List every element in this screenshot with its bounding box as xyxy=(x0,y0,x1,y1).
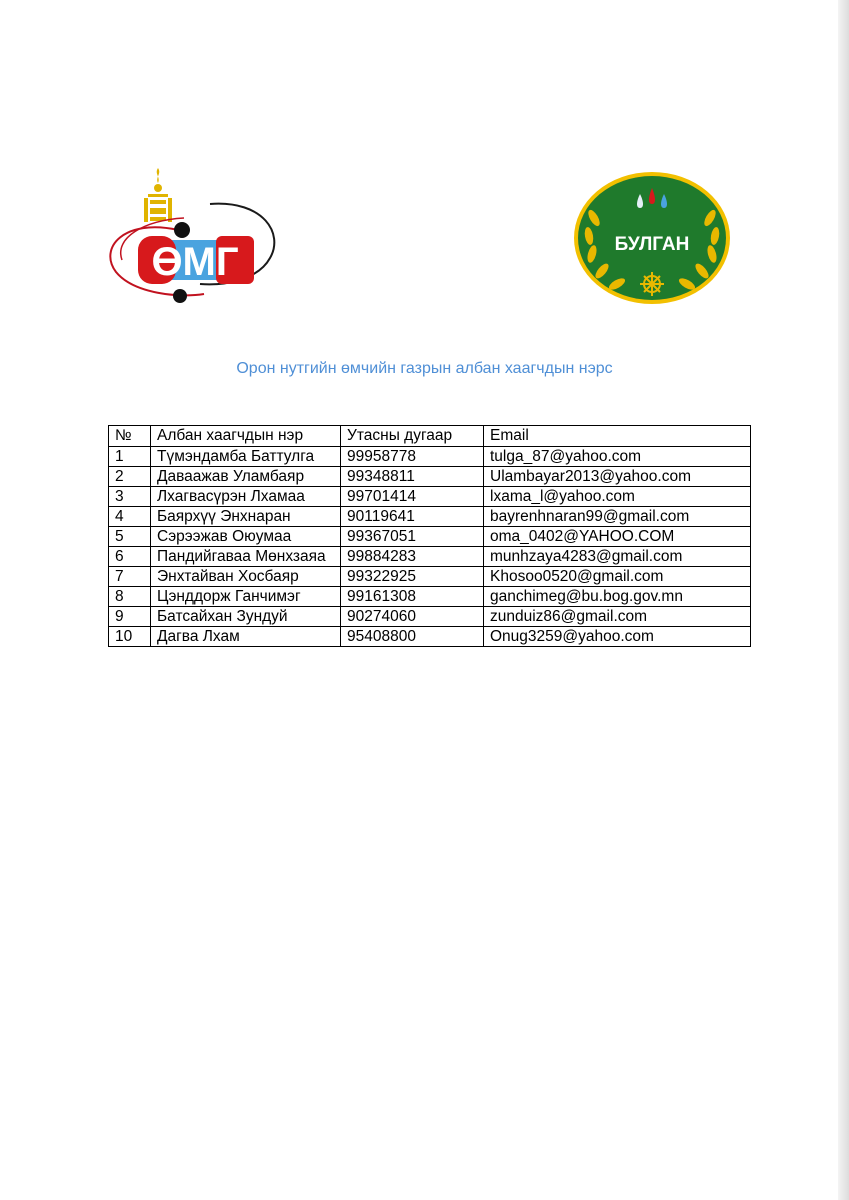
header-email: Email xyxy=(484,426,751,447)
table-row xyxy=(109,527,751,547)
header-number: № xyxy=(109,426,151,447)
table-row xyxy=(109,507,751,527)
table-row xyxy=(109,607,751,627)
row-name: Батсайхан Зундуй xyxy=(151,607,341,627)
row-name: Түмэндамба Баттулга xyxy=(151,447,341,467)
scan-edge xyxy=(838,0,849,1200)
row-number: 3 xyxy=(109,487,151,507)
row-number: 5 xyxy=(109,527,151,547)
row-name: Лхагвасүрэн Лхамаа xyxy=(151,487,341,507)
table-row xyxy=(109,487,751,507)
row-email: munhzaya4283@gmail.com xyxy=(484,547,751,567)
row-number: 2 xyxy=(109,467,151,487)
row-phone: 99884283 xyxy=(341,547,484,567)
row-phone: 95408800 xyxy=(341,627,484,647)
omg-logo-text: ӨМГ xyxy=(151,240,239,284)
table-row xyxy=(109,587,751,607)
row-name: Баярхүү Энхнаран xyxy=(151,507,341,527)
omg-logo xyxy=(104,168,282,308)
row-phone: 99348811 xyxy=(341,467,484,487)
table-row xyxy=(109,447,751,467)
table-row xyxy=(109,567,751,587)
document-title: Орон нутгийн өмчийн газрын албан хаагчдын нэрс xyxy=(236,360,613,377)
row-name: Даваажав Уламбаяр xyxy=(151,467,341,487)
bulgan-emblem xyxy=(572,168,732,308)
row-number: 4 xyxy=(109,507,151,527)
row-name: Дагва Лхам xyxy=(151,627,341,647)
row-name: Цэнддорж Ганчимэг xyxy=(151,587,341,607)
row-email: lxama_l@yahoo.com xyxy=(484,487,751,507)
row-number: 8 xyxy=(109,587,151,607)
row-email: ganchimeg@bu.bog.gov.mn xyxy=(484,587,751,607)
table-row xyxy=(109,467,751,487)
row-number: 9 xyxy=(109,607,151,627)
row-phone: 99958778 xyxy=(341,447,484,467)
row-number: 6 xyxy=(109,547,151,567)
row-email: bayrenhnaran99@gmail.com xyxy=(484,507,751,527)
row-phone: 99701414 xyxy=(341,487,484,507)
row-email: tulga_87@yahoo.com xyxy=(484,447,751,467)
row-email: Onug3259@yahoo.com xyxy=(484,627,751,647)
header-name: Албан хаагчдын нэр xyxy=(151,426,341,447)
table-row xyxy=(109,627,751,647)
row-phone: 99161308 xyxy=(341,587,484,607)
row-phone: 90119641 xyxy=(341,507,484,527)
row-name: Энхтайван Хосбаяр xyxy=(151,567,341,587)
row-phone: 90274060 xyxy=(341,607,484,627)
row-phone: 99322925 xyxy=(341,567,484,587)
soyombo-icon xyxy=(144,168,172,222)
row-number: 10 xyxy=(109,627,151,647)
row-email: oma_0402@YAHOO.COM xyxy=(484,527,751,547)
row-email: Ulambayar2013@yahoo.com xyxy=(484,467,751,487)
row-phone: 99367051 xyxy=(341,527,484,547)
header-phone: Утасны дугаар xyxy=(341,426,484,447)
row-name: Сэрээжав Оюумаа xyxy=(151,527,341,547)
row-name: Пандийгаваа Мөнхзаяа xyxy=(151,547,341,567)
row-number: 7 xyxy=(109,567,151,587)
table-row xyxy=(109,547,751,567)
table-header-row xyxy=(109,426,751,447)
row-email: Khosoo0520@gmail.com xyxy=(484,567,751,587)
row-number: 1 xyxy=(109,447,151,467)
row-email: zunduiz86@gmail.com xyxy=(484,607,751,627)
staff-table xyxy=(108,425,751,647)
bulgan-emblem-text: БУЛГАН xyxy=(614,234,690,255)
